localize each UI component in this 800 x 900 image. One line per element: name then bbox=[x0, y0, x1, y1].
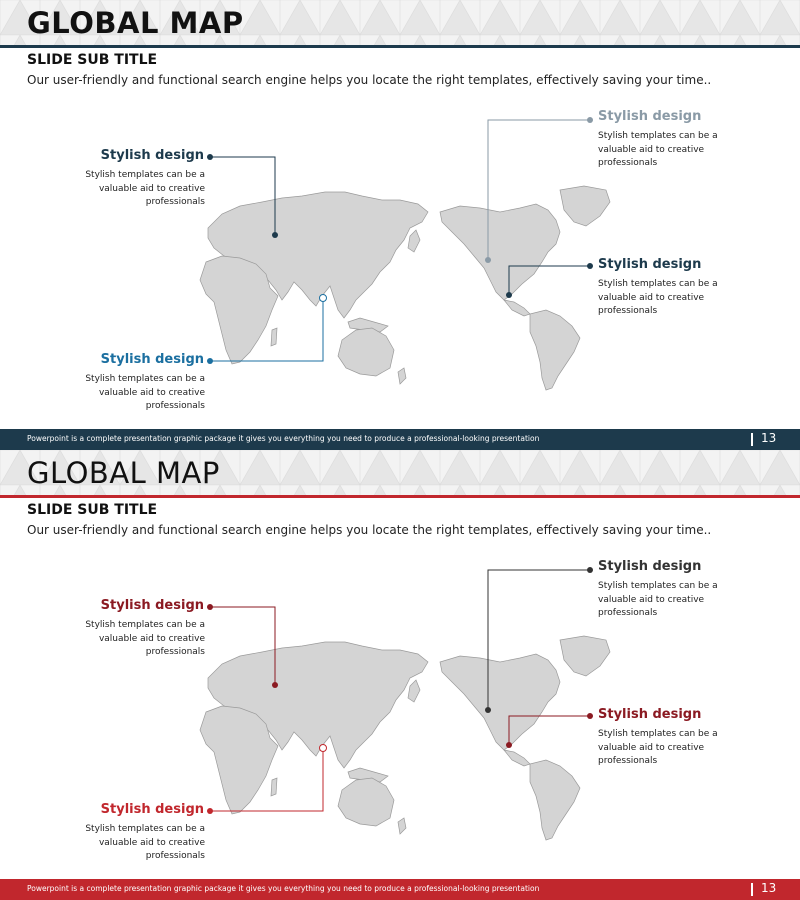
slide-subtitle: SLIDE SUB TITLE bbox=[27, 52, 158, 68]
page-number: 13 bbox=[761, 431, 777, 445]
callout-text-europe: Stylish templates can be a valuable aid to creative professionals bbox=[85, 170, 205, 207]
japan-shape bbox=[408, 230, 420, 252]
callout-title-asia: Stylish design bbox=[100, 352, 204, 367]
south-america-shape bbox=[530, 310, 580, 390]
north-america-shape bbox=[440, 204, 560, 300]
callout-text-america: Stylish templates can be a valuable aid to creative professionals bbox=[598, 279, 718, 316]
australia-shape bbox=[338, 328, 394, 376]
callout-text-asia: Stylish templates can be a valuable aid to creative professionals bbox=[85, 374, 205, 411]
footer-text: Powerpoint is a complete presentation graphic package it gives you everything you need to produce a professional-looking presentation bbox=[27, 884, 540, 893]
slide-title: GLOBAL MAP bbox=[27, 456, 220, 490]
footer-divider bbox=[751, 883, 753, 896]
callout-title-america: Stylish design bbox=[598, 257, 702, 272]
madagascar-shape bbox=[271, 778, 277, 796]
callout-title-asia: Stylish design bbox=[100, 802, 204, 817]
slide-subtitle: SLIDE SUB TITLE bbox=[27, 502, 158, 518]
callout-title-america: Stylish design bbox=[598, 707, 702, 722]
greenland-shape bbox=[560, 186, 610, 226]
greenland-shape bbox=[560, 636, 610, 676]
footer-divider bbox=[751, 433, 753, 446]
slide-description: Our user-friendly and functional search engine helps you locate the right templates, effectively saving your time.. bbox=[27, 523, 712, 537]
callout-title-northwest: Stylish design bbox=[598, 109, 702, 124]
callout-title-europe: Stylish design bbox=[100, 148, 204, 163]
australia-shape bbox=[338, 778, 394, 826]
callout-title-europe: Stylish design bbox=[100, 598, 204, 613]
callout-text-northwest: Stylish templates can be a valuable aid to creative professionals bbox=[598, 581, 718, 618]
central-america-shape bbox=[504, 300, 530, 316]
page-number: 13 bbox=[761, 881, 777, 895]
slide-title: GLOBAL MAP bbox=[27, 6, 244, 40]
callout-text-northwest: Stylish templates can be a valuable aid to creative professionals bbox=[598, 131, 718, 168]
japan-shape bbox=[408, 680, 420, 702]
central-america-shape bbox=[504, 750, 530, 766]
footer-bar bbox=[0, 879, 800, 900]
footer-bar bbox=[0, 429, 800, 450]
callout-title-northwest: Stylish design bbox=[598, 559, 702, 574]
callout-text-asia: Stylish templates can be a valuable aid to creative professionals bbox=[85, 824, 205, 861]
nz-shape bbox=[398, 368, 406, 384]
slide-description: Our user-friendly and functional search engine helps you locate the right templates, effectively saving your time.. bbox=[27, 73, 712, 87]
footer-text: Powerpoint is a complete presentation graphic package it gives you everything you need to produce a professional-looking presentation bbox=[27, 434, 540, 443]
callout-text-america: Stylish templates can be a valuable aid to creative professionals bbox=[598, 729, 718, 766]
nz-shape bbox=[398, 818, 406, 834]
south-america-shape bbox=[530, 760, 580, 840]
callout-text-europe: Stylish templates can be a valuable aid to creative professionals bbox=[85, 620, 205, 657]
madagascar-shape bbox=[271, 328, 277, 346]
slide-2 bbox=[0, 450, 800, 900]
north-america-shape bbox=[440, 654, 560, 750]
